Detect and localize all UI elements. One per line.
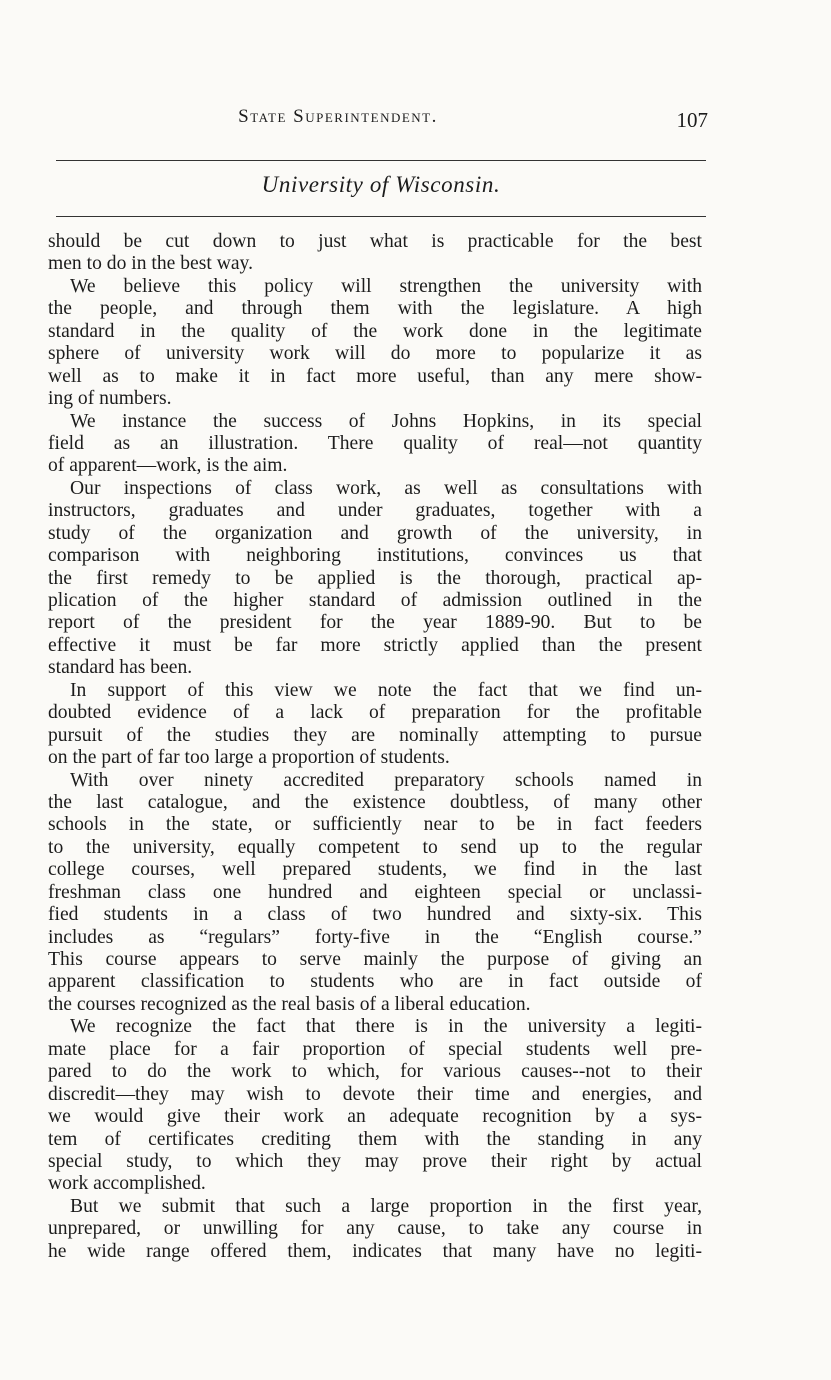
text-line: sphere of university work will do more to popularize it as <box>48 343 702 365</box>
text-line: doubted evidence of a lack of preparation for the profitable <box>48 702 702 724</box>
text-line: We recognize the fact that there is in the university a legiti- <box>70 1016 702 1038</box>
text-line: of apparent—work, is the aim. <box>48 455 288 477</box>
text-line: We believe this policy will strengthen the university with <box>70 275 702 297</box>
text-line: college courses, well prepared students, we find in the last <box>48 859 702 881</box>
body-text <box>48 231 702 1263</box>
text-line: fied students in a class of two hundred and sixty-six. This <box>48 904 702 926</box>
text-line: the last catalogue, and the existence doubtless, of many other <box>48 791 702 813</box>
text-line: tem of certificates crediting them with the standing in any <box>48 1128 702 1150</box>
text-line: This course appears to serve mainly the purpose of giving an <box>48 949 702 970</box>
text-line: plication of the higher standard of admission outlined in the <box>48 590 702 611</box>
text-line: We instance the success of Johns Hopkins, in its special <box>70 410 702 432</box>
text-line: effective it must be far more strictly applied than the present <box>48 634 702 656</box>
text-line: men to do in the best way. <box>48 253 253 275</box>
text-line: the people, and through them with the legislature. A high <box>48 298 702 320</box>
text-line: he wide range offered them, indicates that many have no legiti- <box>48 1240 702 1262</box>
text-line: pared to do the work to which, for various causes--not to their <box>48 1061 702 1083</box>
header-rule-top <box>56 160 706 161</box>
text-line: comparison with neighboring institutions, convinces us that <box>48 545 702 567</box>
text-line: standard in the quality of the work done in the legitimate <box>48 320 702 342</box>
page-number: 107 <box>676 108 708 132</box>
text-line: should be cut down to just what is practicable for the best <box>48 231 702 252</box>
text-line: the courses recognized as the real basis of a liberal education. <box>48 993 531 1015</box>
text-line: special study, to which they may prove their right by actual <box>48 1150 702 1172</box>
text-line: ing of numbers. <box>48 388 172 410</box>
text-line: freshman class one hundred and eighteen special or unclassi- <box>48 881 702 903</box>
text-line: apparent classification to students who are in fact outside of <box>48 971 702 993</box>
text-line: includes as “regulars” forty-five in the “English course.” <box>48 926 702 948</box>
text-line: unprepared, or unwilling for any cause, to take any course in <box>48 1218 702 1240</box>
text-line: we would give their work an adequate recognition by a sys- <box>48 1106 702 1128</box>
text-line: to the university, equally competent to send up to the regular <box>48 836 702 858</box>
text-line: field as an illustration. There quality of real—not quantity <box>48 432 702 454</box>
text-line: Our inspections of class work, as well as consultations with <box>70 477 702 499</box>
text-line: report of the president for the year 1889-90. But to be <box>48 612 702 634</box>
text-line: discredit—they may wish to devote their time and energies, and <box>48 1083 702 1105</box>
text-line: the first remedy to be applied is the thorough, practical ap- <box>48 567 702 589</box>
text-line: on the part of far too large a proportion of students. <box>48 747 450 769</box>
text-line: well as to make it in fact more useful, than any mere show- <box>48 365 702 387</box>
section-title: University of Wisconsin. <box>261 172 501 197</box>
text-line: mate place for a fair proportion of special students well pre- <box>48 1038 702 1060</box>
text-line: standard has been. <box>48 657 193 679</box>
text-line: With over ninety accredited preparatory schools named in <box>70 769 702 791</box>
text-line: In support of this view we note the fact that we find un- <box>70 679 702 701</box>
text-line: schools in the state, or sufficiently near to be in fact feeders <box>48 814 702 836</box>
text-line: But we submit that such a large proportion in the first year, <box>70 1195 702 1217</box>
text-line: study of the organization and growth of the university, in <box>48 522 702 544</box>
text-line: pursuit of the studies they are nominally attempting to pursue <box>48 724 702 746</box>
text-line: work accomplished. <box>48 1173 206 1195</box>
header-rule-bottom <box>56 216 706 217</box>
running-title: State Superintendent. <box>238 106 438 127</box>
running-head <box>48 106 708 136</box>
text-line: instructors, graduates and under graduates, together with a <box>48 500 702 522</box>
